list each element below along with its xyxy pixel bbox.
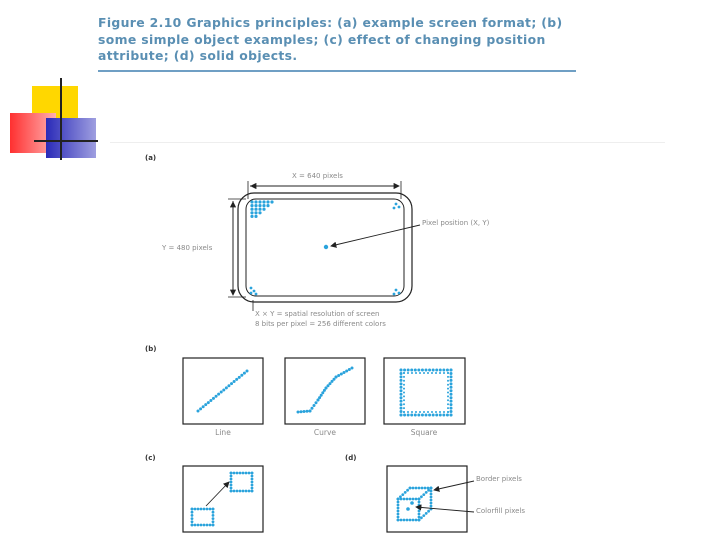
pixel-position-arrow — [331, 225, 420, 246]
corner-pixels-bottom-left — [250, 287, 258, 296]
corner-pixels-bottom-right — [393, 289, 401, 296]
corner-pixels-top-left — [250, 200, 273, 218]
caption-square: Square — [410, 428, 438, 437]
screen-height-label: Y = 480 pixels — [162, 244, 213, 252]
pixel-position-label: Pixel position (X, Y) — [422, 219, 490, 227]
caption-line: Line — [215, 428, 231, 437]
screen-width-label: X = 640 pixels — [292, 172, 343, 180]
box-square — [384, 358, 465, 424]
colorfill-pixels-label: Colorfill pixels — [476, 507, 526, 515]
pixel-position-dot — [324, 245, 328, 249]
border-pixels-label: Border pixels — [476, 475, 522, 483]
caption-curve: Curve — [313, 428, 337, 437]
resolution-note-line1: X × Y = spatial resolution of screen — [255, 310, 380, 318]
panel-b-label: (b) — [145, 345, 157, 353]
resolution-note-line2: 8 bits per pixel = 256 different colors — [255, 320, 386, 328]
slide-title: Figure 2.10 Graphics principles: (a) example screen format; (b) some simple object examples; (c) effect of changing position attribute; (d) solid objects. — [98, 15, 563, 63]
panel-d-label: (d) — [345, 454, 357, 462]
panel-a-label: (a) — [145, 154, 157, 162]
corner-pixels-top-right — [393, 203, 401, 210]
panel-c-label: (c) — [145, 454, 156, 462]
